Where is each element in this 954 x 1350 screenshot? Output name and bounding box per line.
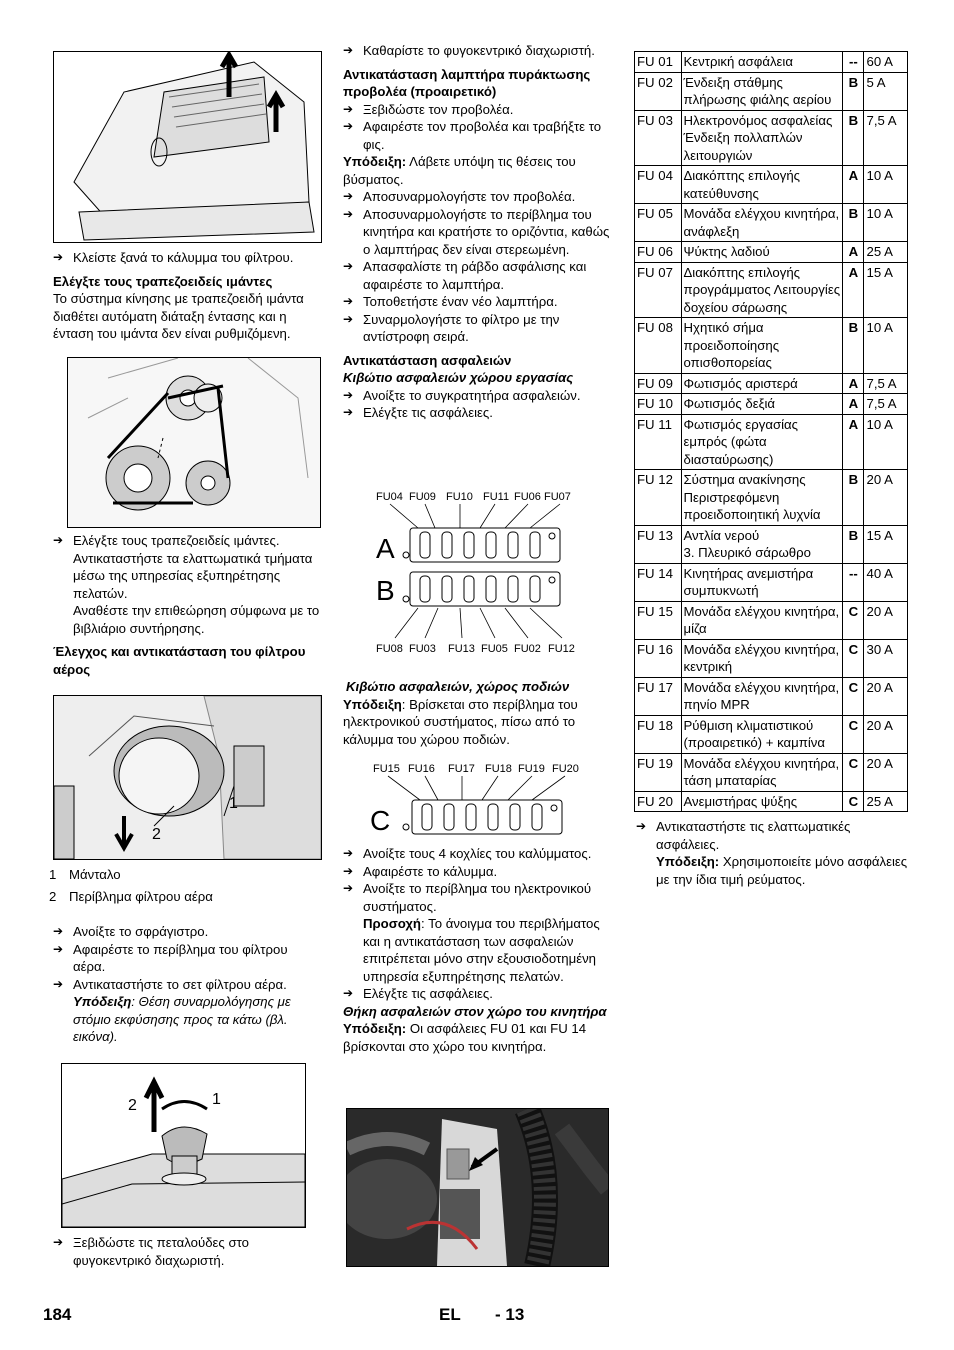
fuse-label: FU18 [485, 763, 512, 775]
arrow-right-icon: ➔ [343, 206, 354, 221]
note [636, 853, 911, 888]
arrow-right-icon: ➔ [343, 846, 354, 860]
fuse-rating-cell: 7,5 A [864, 394, 908, 415]
fuse-label: FU07 [544, 491, 571, 503]
fuse-function-cell: Ανεμιστήρας ψύξης [681, 791, 843, 812]
fuse-label: FU10 [446, 491, 473, 503]
engine-fuse-photo-drawing [347, 1109, 608, 1266]
filter-cover-figure [53, 51, 322, 243]
note-label: Υπόδειξη: [656, 854, 720, 869]
belt-figure [67, 357, 321, 528]
fuse-id-cell: FU 15 [635, 601, 682, 639]
fuse-box-cell: C [843, 791, 864, 812]
box-letter-a: A [376, 533, 395, 564]
fuse-function-cell: Φωτισμός αριστερά [681, 373, 843, 394]
fuse-rating-cell: 7,5 A [864, 373, 908, 394]
fuse-rating-cell: 10 A [864, 318, 908, 374]
note-text: Χρησιμοποιείτε μόνο ασφάλειες με την ίδια τιμή ρεύματος. [656, 854, 908, 887]
caution-text: : Το άνοιγμα του περιβλήματος και η αντικατάσταση των ασφαλειών επιτρέπεται μόνο στην εξουσιοδοτημένη υπηρεσία εξυπηρέτησης πελατών. [363, 916, 600, 984]
fuse-function-cell: Διακόπτης επιλογής προγράμματος Λειτουργίες δοχείου σάρωσης [681, 262, 843, 318]
section-subheading: Κιβώτιο ασφαλειών, χώρος ποδιών [346, 679, 570, 694]
fuse-id-cell: FU 01 [635, 52, 682, 73]
table-row [635, 601, 908, 639]
arrow-right-icon: ➔ [343, 986, 354, 1000]
arrow-right-icon: ➔ [53, 976, 64, 991]
fuse-box-cell: A [843, 166, 864, 204]
separator-drawing [62, 1064, 305, 1227]
step-text: Ελέγξτε τους τραπεζοειδείς ιμάντες. Αντικαταστήστε τα ελαττωματικά τμήματα μέσω της υπηρεσίας εξυπηρέτησης πελατών. [73, 533, 313, 601]
step-text: Αποσυναρμολογήστε το περίβλημα του κινητήρα και κρατήστε το οριζόντια, καθώς ο λαμπτήρας δεν είναι στερεωμένη. [363, 206, 610, 257]
fuse-id-cell: FU 08 [635, 318, 682, 374]
table-row [635, 753, 908, 791]
fuse-label: FU15 [373, 763, 400, 775]
table-row [635, 318, 908, 374]
fuse-rating-cell: 10 A [864, 166, 908, 204]
belt-drawing [68, 358, 320, 527]
fuse-label: FU16 [408, 763, 435, 775]
fuse-label: FU03 [409, 643, 436, 655]
note [53, 993, 323, 1046]
fuse-function-cell: Μονάδα ελέγχου κινητήρα, πηνίο MPR [681, 677, 843, 715]
fuse-box-cell: -- [843, 52, 864, 73]
section-heading: Ελέγξτε τους τραπεζοειδείς ιμάντες [53, 273, 273, 289]
fuse-id-cell: FU 19 [635, 753, 682, 791]
arrow-right-icon: ➔ [343, 863, 354, 878]
legend-text: Περίβλημα φίλτρου αέρα [69, 888, 213, 904]
filter-cover-drawing [54, 52, 321, 242]
fuse-function-cell: Μονάδα ελέγχου κινητήρα, μίζα [681, 601, 843, 639]
table-row [635, 242, 908, 263]
fuse-label: FU02 [514, 643, 541, 655]
fuse-id-cell: FU 10 [635, 394, 682, 415]
fuse-id-cell: FU 16 [635, 639, 682, 677]
arrow-right-icon: ➔ [636, 819, 647, 833]
legend-number: 1 [49, 867, 57, 882]
fuse-label: FU13 [448, 643, 475, 655]
fuse-box-cell: A [843, 414, 864, 470]
fuse-id-cell: FU 20 [635, 791, 682, 812]
fuse-box-cell: B [843, 72, 864, 110]
fuse-label: FU11 [483, 491, 510, 503]
air-filter-figure [53, 695, 322, 860]
fuse-rating-cell: 20 A [864, 715, 908, 753]
fuse-function-cell: Αντλία νερού 3. Πλευρικό σάρωθρο [681, 525, 843, 563]
arrow-right-icon: ➔ [343, 259, 354, 273]
step-text: Κλείστε ξανά το κάλυμμα του φίλτρου. [73, 250, 294, 265]
step-text: Αντικαταστήστε τις ελαττωματικές ασφάλειες. [656, 819, 851, 852]
section-heading: Αντικατάσταση λαμπτήρα πυράκτωσης προβολέα (προαιρετικό) [343, 66, 591, 99]
arrow-right-icon: ➔ [343, 881, 354, 895]
separator-figure [61, 1063, 306, 1228]
section-subheading: Κιβώτιο ασφαλειών χώρου εργασίας [343, 370, 574, 385]
fuse-id-cell: FU 07 [635, 262, 682, 318]
step-text: Ξεβιδώστε τον προβολέα. [363, 101, 514, 117]
fuse-box-cell: B [843, 110, 864, 166]
paragraph: Το σύστημα κίνησης με τραπεζοειδή ιμάντα διαθέτει αυτόματη διάταξη έντασης και η ένταση του ιμάντα δεν είναι ρυθμιζόμενη. [53, 291, 304, 341]
fuse-box-cell: A [843, 373, 864, 394]
air-filter-drawing [54, 696, 321, 859]
fuse-id-cell: FU 04 [635, 166, 682, 204]
arrow-right-icon: ➔ [343, 294, 354, 308]
box-letter-c: C [370, 805, 391, 836]
arrow-right-icon: ➔ [53, 941, 64, 956]
arrow-right-icon: ➔ [343, 119, 354, 133]
step-text: Συναρμολογήστε το φίλτρο με την αντίστροφη σειρά. [363, 311, 560, 344]
fuse-label: FU19 [518, 763, 545, 775]
page-number: 184 [43, 1305, 72, 1324]
caution-label: Προσοχή [363, 916, 421, 931]
callout-2-label: 2 [128, 1097, 137, 1114]
step-text: Τοποθετήστε έναν νέο λαμπτήρα. [363, 294, 558, 309]
fuse-label: FU17 [448, 763, 475, 775]
arrow-right-icon: ➔ [343, 43, 354, 57]
fuse-id-cell: FU 05 [635, 204, 682, 242]
fuse-function-cell: Φωτισμός δεξιά [681, 394, 843, 415]
fuse-label: FU06 [514, 491, 541, 503]
note-label: Υπόδειξη: [343, 1021, 407, 1036]
fuse-label: FU20 [552, 763, 579, 775]
table-row [635, 110, 908, 166]
step-text: Απασφαλίστε τη ράβδο ασφάλισης και αφαιρέστε το λαμπτήρα. [363, 259, 587, 292]
step-text: Αναθέστε την επιθεώρηση σύμφωνα με το βιβλιάριο συντήρησης. [73, 603, 320, 636]
table-row [635, 204, 908, 242]
arrow-right-icon: ➔ [53, 924, 64, 938]
fuse-box-cell: C [843, 601, 864, 639]
step-text: Καθαρίστε το φυγοκεντρικό διαχωριστή. [363, 43, 595, 58]
fuse-rating-cell: 20 A [864, 677, 908, 715]
note-text: Οι ασφάλειες FU 01 και FU 14 βρίσκονται στο χώρο του κινητήρα. [343, 1021, 587, 1054]
section-subheading: Θήκη ασφαλειών στον χώρο του κινητήρα [343, 1003, 607, 1019]
fuse-box-cell: C [843, 715, 864, 753]
fuse-rating-cell: 40 A [864, 563, 908, 601]
step-text: Ελέγξτε τις ασφάλειες. [363, 986, 493, 1001]
fuse-id-cell: FU 13 [635, 525, 682, 563]
fuse-id-cell: FU 12 [635, 470, 682, 526]
fuse-rating-cell: 10 A [864, 204, 908, 242]
step-text: Ανοίξτε τους 4 κοχλίες του καλύμματος. [363, 846, 592, 861]
arrow-right-icon: ➔ [343, 387, 354, 402]
fuse-label: FU04 [376, 491, 403, 503]
fuse-box-cell: -- [843, 563, 864, 601]
arrow-right-icon: ➔ [343, 101, 354, 116]
step-text: Ξεβιδώστε τις πεταλούδες στο φυγοκεντρικό διαχωριστή. [73, 1235, 249, 1268]
fuse-rating-cell: 60 A [864, 52, 908, 73]
language-code: EL [439, 1305, 461, 1324]
table-row [635, 373, 908, 394]
table-row [635, 563, 908, 601]
step-text: Ανοίξτε το σφράγιστρο. [73, 924, 209, 939]
fuse-box-cell: B [843, 525, 864, 563]
table-row [635, 72, 908, 110]
fuse-function-cell: Μονάδα ελέγχου κινητήρα, κεντρική [681, 639, 843, 677]
step-text: Αφαιρέστε το κάλυμμα. [363, 863, 498, 879]
table-row [635, 525, 908, 563]
callout-1-label: 1 [229, 795, 238, 812]
fuse-rating-cell: 25 A [864, 791, 908, 812]
arrow-right-icon: ➔ [343, 405, 354, 419]
legend-number: 2 [49, 888, 57, 904]
fuse-function-cell: Μονάδα ελέγχου κινητήρα, τάση μπαταρίας [681, 753, 843, 791]
note-label: Υπόδειξη: [343, 154, 407, 169]
table-row [635, 677, 908, 715]
fuse-box-cell: A [843, 262, 864, 318]
fuse-label: FU08 [376, 643, 403, 655]
legend-text: Μάνταλο [69, 867, 121, 882]
fuse-id-cell: FU 17 [635, 677, 682, 715]
fuse-label: FU05 [481, 643, 508, 655]
fuse-rating-cell: 20 A [864, 470, 908, 526]
fuse-id-cell: FU 06 [635, 242, 682, 263]
arrow-right-icon: ➔ [53, 1235, 64, 1249]
arrow-right-icon: ➔ [343, 311, 354, 326]
caution [343, 915, 615, 985]
engine-fuse-photo [346, 1108, 609, 1267]
section-heading: Αντικατάσταση ασφαλειών [343, 352, 512, 368]
fuse-function-cell: Κινητήρας ανεμιστήρα συμπυκνωτή [681, 563, 843, 601]
arrow-right-icon: ➔ [53, 250, 64, 264]
note-label: Υπόδειξη [73, 994, 132, 1009]
fuse-rating-cell: 7,5 A [864, 110, 908, 166]
fuse-rating-cell: 5 A [864, 72, 908, 110]
fuse-function-cell: Ηχητικό σήμα προειδοποίησης οπισθοπορείας [681, 318, 843, 374]
note-text: : Βρίσκεται στο περίβλημα του ηλεκτρονικού συστήματος, πίσω από το κάλυμμα του χώρου ποδιών. [343, 696, 578, 747]
fuse-box-ab-drawing [370, 488, 580, 658]
fuse-function-cell: Σύστημα ανακίνησης Περιστρεφόμενη προειδοποιητική λυχνία [681, 470, 843, 526]
fuse-id-cell: FU 18 [635, 715, 682, 753]
fuse-rating-cell: 25 A [864, 242, 908, 263]
step-text: Ανοίξτε το περίβλημα του ηλεκτρονικού συστήματος. [363, 881, 592, 914]
fuse-function-cell: Ηλεκτρονόμος ασφαλείας Ένδειξη πολλαπλών λειτουργιών [681, 110, 843, 166]
note-label: Υπόδειξη [343, 696, 402, 712]
table-row [635, 262, 908, 318]
fuse-box-cell: C [843, 753, 864, 791]
fuse-function-cell: Μονάδα ελέγχου κινητήρα, ανάφλεξη [681, 204, 843, 242]
fuse-label: FU09 [409, 491, 436, 503]
fuse-box-cell: B [843, 470, 864, 526]
fuse-box-cell: A [843, 394, 864, 415]
fuse-box-c-diagram [370, 760, 590, 840]
fuse-function-cell: Διακόπτης επιλογής κατεύθυνσης [681, 166, 843, 204]
fuse-table [634, 51, 908, 812]
fuse-box-c-drawing [370, 760, 590, 840]
section-heading: Έλεγχος και αντικατάσταση του φίλτρου αέρος [53, 644, 306, 677]
fuse-function-cell: Ρύθμιση κλιματιστικού (προαιρετικό) + καμπίνα [681, 715, 843, 753]
fuse-rating-cell: 15 A [864, 525, 908, 563]
fuse-rating-cell: 30 A [864, 639, 908, 677]
step-text: Αποσυναρμολογήστε τον προβολέα. [363, 189, 576, 204]
fuse-id-cell: FU 14 [635, 563, 682, 601]
step-text: Ελέγξτε τις ασφάλειες. [363, 405, 493, 420]
fuse-rating-cell: 15 A [864, 262, 908, 318]
box-letter-b: B [376, 575, 395, 606]
table-row [635, 715, 908, 753]
arrow-right-icon: ➔ [343, 189, 354, 203]
fuse-function-cell: Ένδειξη στάθμης πλήρωσης φιάλης αερίου [681, 72, 843, 110]
fuse-rating-cell: 20 A [864, 601, 908, 639]
fuse-function-cell: Κεντρική ασφάλεια [681, 52, 843, 73]
fuse-box-ab-diagram [370, 488, 580, 658]
callout-2-label: 2 [152, 826, 161, 843]
fuse-box-cell: A [843, 242, 864, 263]
fuse-id-cell: FU 11 [635, 414, 682, 470]
fuse-box-cell: B [843, 318, 864, 374]
step-text: Αφαιρέστε τον προβολέα και τραβήξτε το φις. [363, 119, 602, 152]
note-text: : Θέση συναρμολόγησης με στόμιο εκφύσησης προς τα κάτω (βλ. εικόνα). [73, 994, 291, 1044]
table-row [635, 639, 908, 677]
section-page-number: - 13 [495, 1305, 525, 1324]
fuse-function-cell: Φωτισμός εργασίας εμπρός (φώτα διασταύρωσης) [681, 414, 843, 470]
step-text: Αφαιρέστε το περίβλημα του φίλτρου αέρα. [73, 941, 288, 974]
fuse-function-cell: Ψύκτης λαδιού [681, 242, 843, 263]
table-row [635, 52, 908, 73]
fuse-box-cell: B [843, 204, 864, 242]
table-row [635, 394, 908, 415]
callout-1-label: 1 [212, 1091, 221, 1108]
step-text: Αντικαταστήστε το σετ φίλτρου αέρα. [73, 976, 287, 992]
table-row [635, 791, 908, 812]
fuse-box-cell: C [843, 639, 864, 677]
note-text: Λάβετε υπόψη τις θέσεις του βύσματος. [343, 154, 576, 187]
table-row [635, 166, 908, 204]
step-text: Ανοίξτε το συγκρατητήρα ασφαλειών. [363, 387, 581, 403]
fuse-id-cell: FU 03 [635, 110, 682, 166]
note [343, 1020, 615, 1055]
table-row [635, 414, 908, 470]
note [343, 153, 613, 188]
fuse-id-cell: FU 09 [635, 373, 682, 394]
fuse-box-cell: C [843, 677, 864, 715]
fuse-rating-cell: 10 A [864, 414, 908, 470]
note [343, 696, 615, 749]
fuse-rating-cell: 20 A [864, 753, 908, 791]
fuse-id-cell: FU 02 [635, 72, 682, 110]
arrow-right-icon: ➔ [53, 533, 64, 547]
table-row [635, 470, 908, 526]
fuse-label: FU12 [548, 643, 575, 655]
